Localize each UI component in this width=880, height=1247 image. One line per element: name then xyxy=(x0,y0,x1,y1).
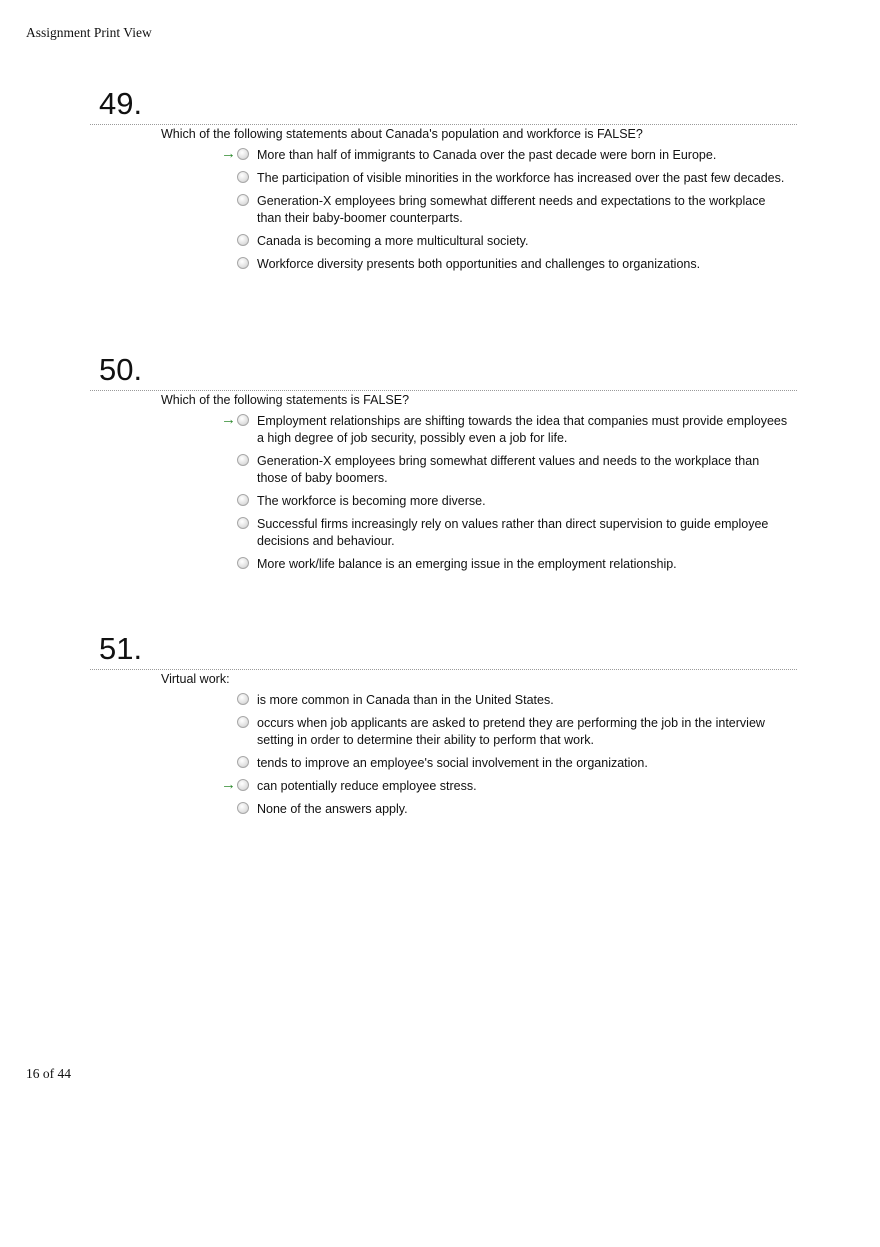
question-51 xyxy=(90,631,797,824)
option-text: Generation-X employees bring somewhat different needs and expectations to the workplace than their baby-boomer counterparts. xyxy=(257,194,766,225)
answer-options xyxy=(90,692,797,818)
question-50 xyxy=(90,352,797,579)
divider xyxy=(90,124,797,125)
divider xyxy=(90,390,797,391)
option-text: tends to improve an employee's social involvement in the organization. xyxy=(257,756,648,770)
answer-option[interactable] xyxy=(90,147,797,164)
radio-button-icon[interactable] xyxy=(237,414,249,426)
radio-button-icon[interactable] xyxy=(237,557,249,569)
answer-option[interactable] xyxy=(90,801,797,818)
radio-button-icon[interactable] xyxy=(237,454,249,466)
question-49 xyxy=(90,86,797,279)
answer-options xyxy=(90,413,797,573)
radio-button-icon[interactable] xyxy=(237,779,249,791)
option-text: can potentially reduce employee stress. xyxy=(257,779,477,793)
answer-option[interactable] xyxy=(90,556,797,573)
question-text: Which of the following statements is FALSE? xyxy=(161,393,410,407)
answer-options xyxy=(90,147,797,273)
question-number: 51. xyxy=(99,631,143,666)
radio-button-icon[interactable] xyxy=(237,257,249,269)
page-header: Assignment Print View xyxy=(26,25,152,40)
answer-option[interactable] xyxy=(90,692,797,709)
answer-option[interactable] xyxy=(90,493,797,510)
option-text: Workforce diversity presents both opportunities and challenges to organizations. xyxy=(257,257,701,271)
option-text: More than half of immigrants to Canada over the past decade were born in Europe. xyxy=(257,148,717,162)
page-counter: 16 of 44 xyxy=(26,1066,71,1081)
answer-option[interactable] xyxy=(90,516,797,550)
question-number: 49. xyxy=(99,86,143,121)
radio-button-icon[interactable] xyxy=(237,802,249,814)
correct-answer-arrow-icon: → xyxy=(221,145,236,162)
option-text: Employment relationships are shifting towards the idea that companies must provide employees a high degree of job security, possibly even a job for life. xyxy=(257,414,788,445)
option-text: Generation-X employees bring somewhat different values and needs to the workplace than those of baby boomers. xyxy=(257,454,760,485)
radio-button-icon[interactable] xyxy=(237,716,249,728)
radio-button-icon[interactable] xyxy=(237,517,249,529)
divider xyxy=(90,669,797,670)
answer-option[interactable] xyxy=(90,778,797,795)
answer-option[interactable] xyxy=(90,715,797,749)
answer-option[interactable] xyxy=(90,256,797,273)
answer-option[interactable] xyxy=(90,453,797,487)
radio-button-icon[interactable] xyxy=(237,234,249,246)
answer-option[interactable] xyxy=(90,755,797,772)
radio-button-icon[interactable] xyxy=(237,148,249,160)
option-text: The participation of visible minorities in the workforce has increased over the past few decades. xyxy=(257,171,785,185)
answer-option[interactable] xyxy=(90,413,797,447)
option-text: Canada is becoming a more multicultural society. xyxy=(257,234,529,248)
radio-button-icon[interactable] xyxy=(237,171,249,183)
question-text: Virtual work: xyxy=(161,672,230,686)
radio-button-icon[interactable] xyxy=(237,194,249,206)
question-text: Which of the following statements about Canada's population and workforce is FALSE? xyxy=(161,127,643,141)
answer-option[interactable] xyxy=(90,233,797,250)
question-number: 50. xyxy=(99,352,143,387)
radio-button-icon[interactable] xyxy=(237,494,249,506)
option-text: More work/life balance is an emerging issue in the employment relationship. xyxy=(257,557,677,571)
option-text: is more common in Canada than in the United States. xyxy=(257,693,554,707)
option-text: Successful firms increasingly rely on values rather than direct supervision to guide employee decisions and behaviour. xyxy=(257,517,769,548)
option-text: None of the answers apply. xyxy=(257,802,408,816)
radio-button-icon[interactable] xyxy=(237,756,249,768)
answer-option[interactable] xyxy=(90,193,797,227)
option-text: The workforce is becoming more diverse. xyxy=(257,494,486,508)
option-text: occurs when job applicants are asked to pretend they are performing the job in the interview setting in order to determine their ability to perform that work. xyxy=(257,716,765,747)
correct-answer-arrow-icon: → xyxy=(221,411,236,428)
correct-answer-arrow-icon: → xyxy=(221,776,236,793)
radio-button-icon[interactable] xyxy=(237,693,249,705)
answer-option[interactable] xyxy=(90,170,797,187)
